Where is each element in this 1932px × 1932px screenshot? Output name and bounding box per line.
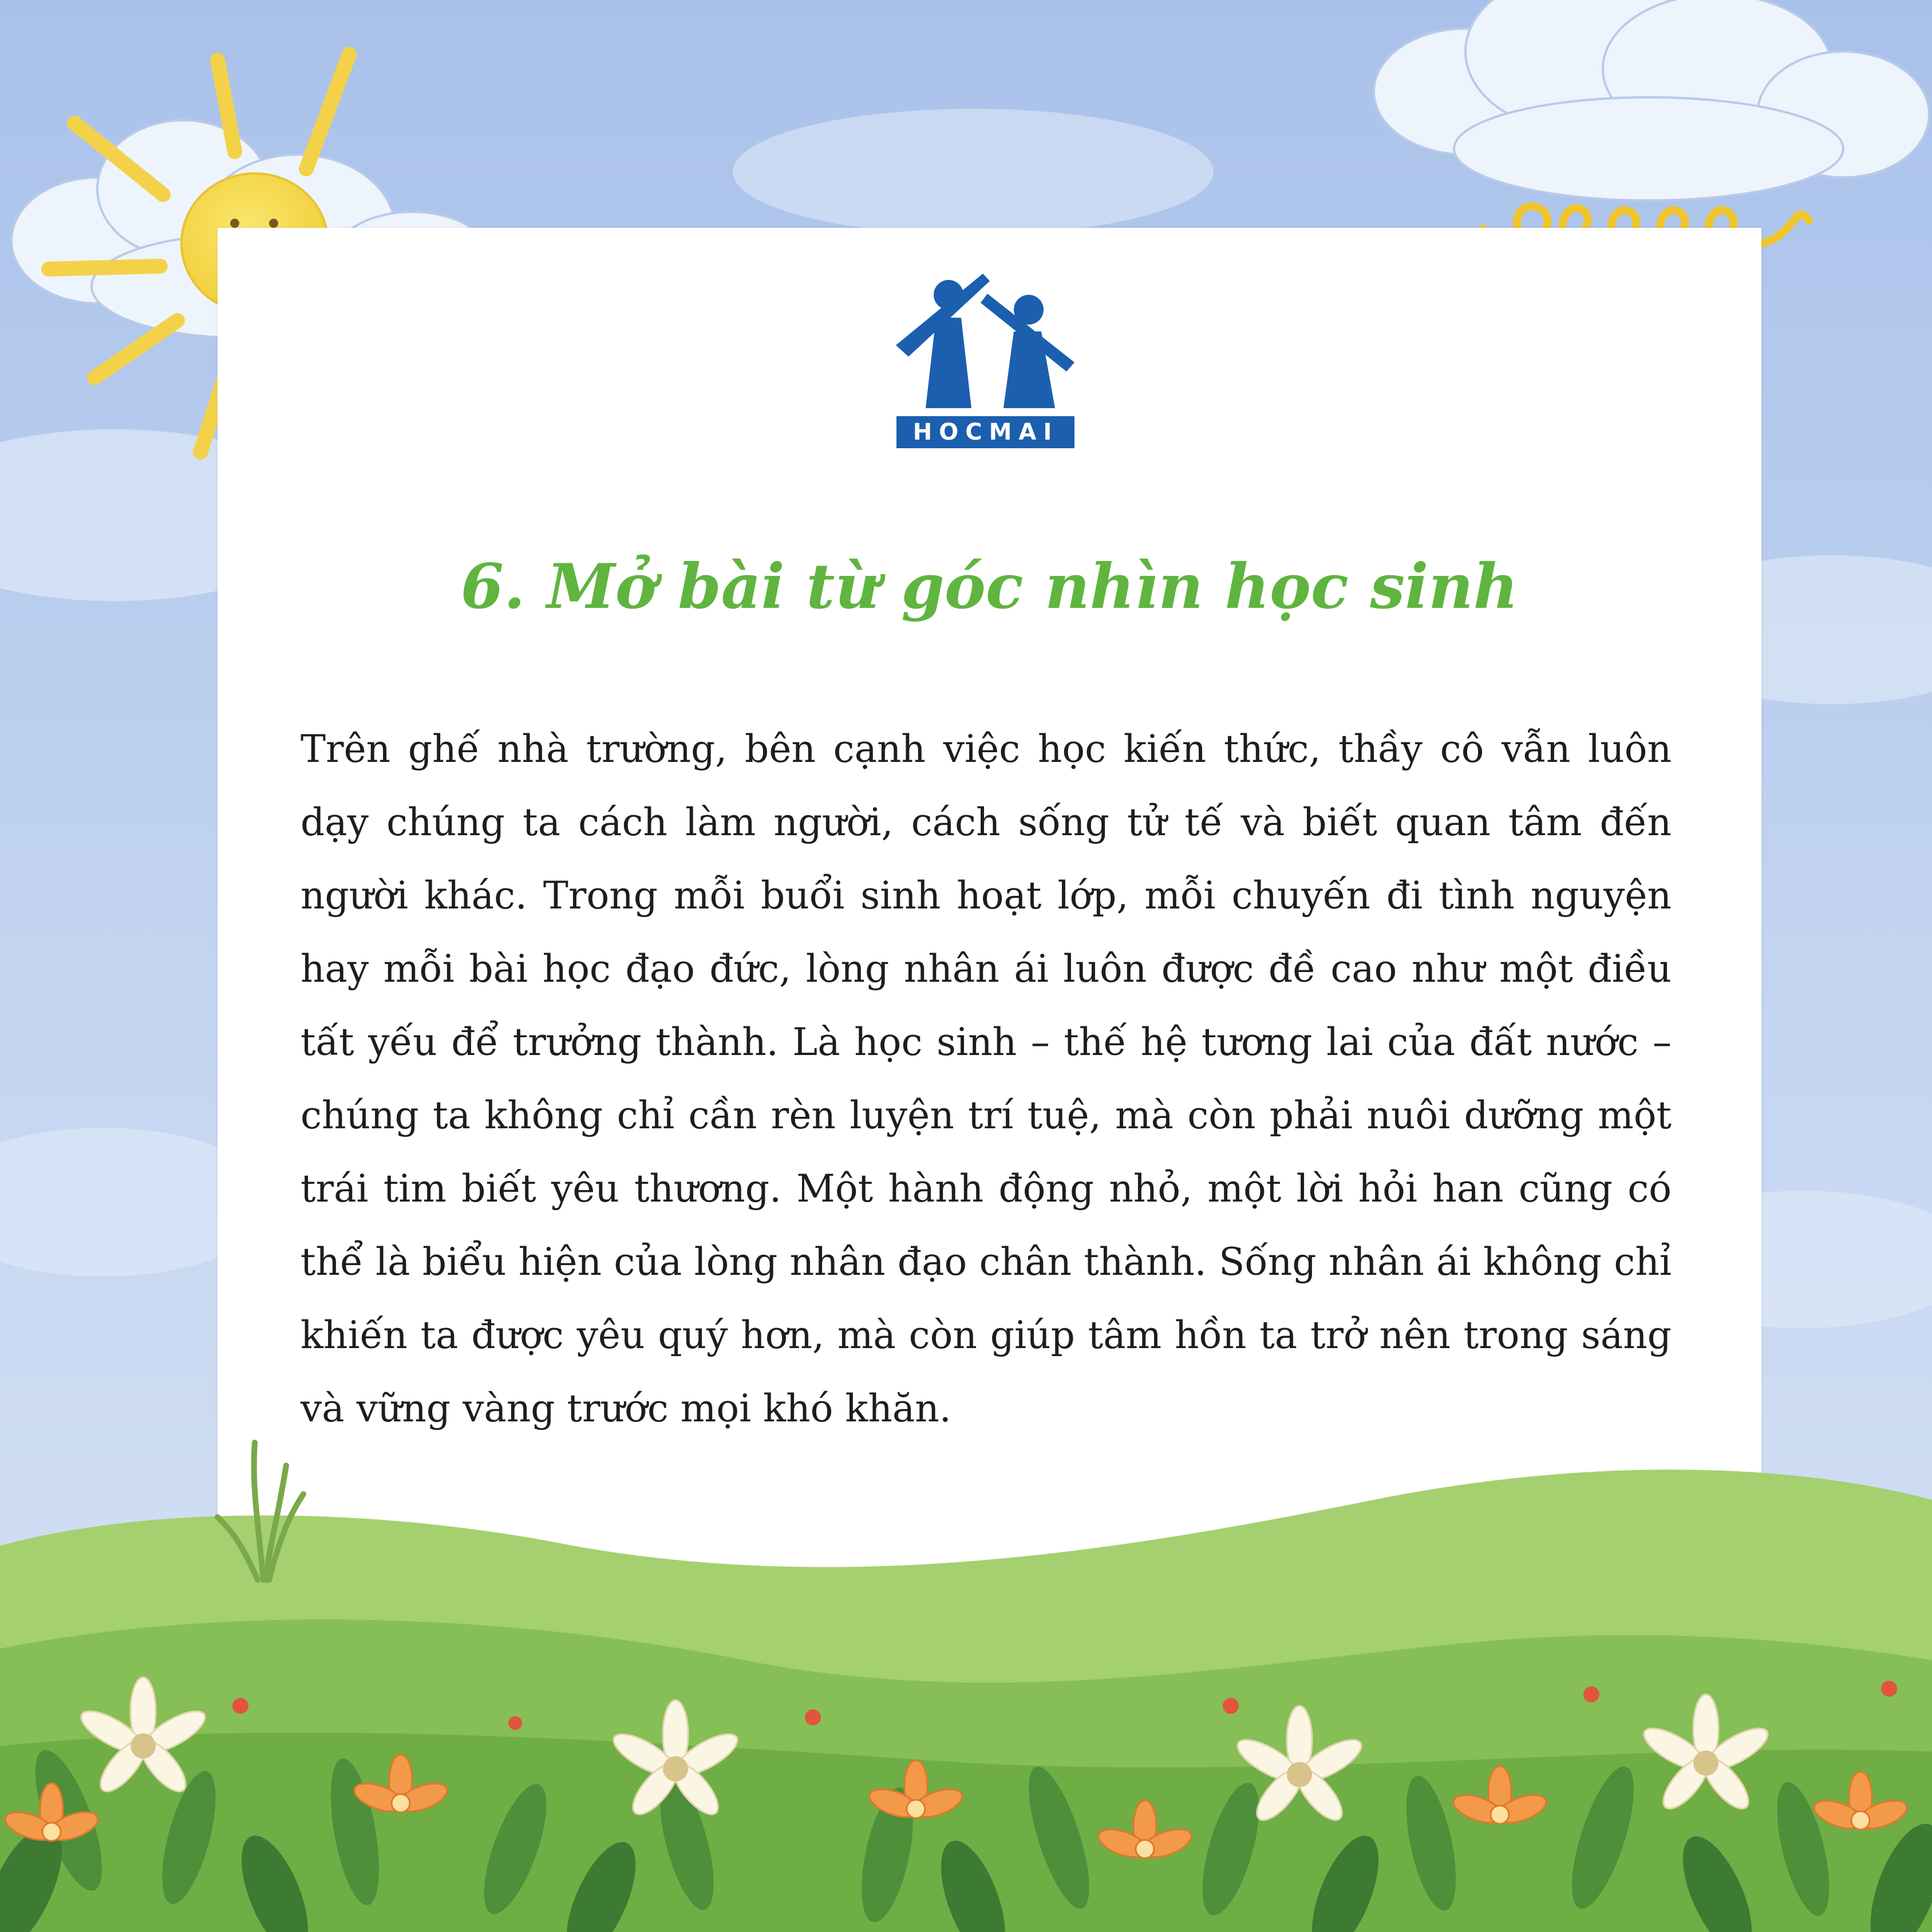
logo-wordmark: HOCMAI <box>912 419 1059 445</box>
section-title: 6. Mở bài từ góc nhìn học sinh <box>460 551 1519 623</box>
body-paragraph: Trên ghế nhà trường, bên cạnh việc học kiến thức, thầy cô vẫn luôn dạy chúng ta cách làm người, cách sống tử tế và biết quan tâm đến người khác. Trong mỗi buổi sinh hoạt lớp, mỗi chuyến đi tình nguyện hay mỗi bài học đạo đức, lòng nhân ái luôn được đề cao như một điều tất yếu để trưởng thành. Là học sinh – thế hệ tương lai của đất nước – chúng ta không chỉ cần rèn luyện trí tuệ, mà còn phải nuôi dưỡng một trái tim biết yêu thương. Một hành động nhỏ, một lời hỏi han cũng có thể là biểu hiện của lòng nhân đạo chân thành. Sống nhân ái không chỉ khiến ta được yêu quý hơn, mà còn giúp tâm hồn ta trở nên trong sáng và vững vàng trước mọi khó khăn. <box>301 727 1672 1431</box>
